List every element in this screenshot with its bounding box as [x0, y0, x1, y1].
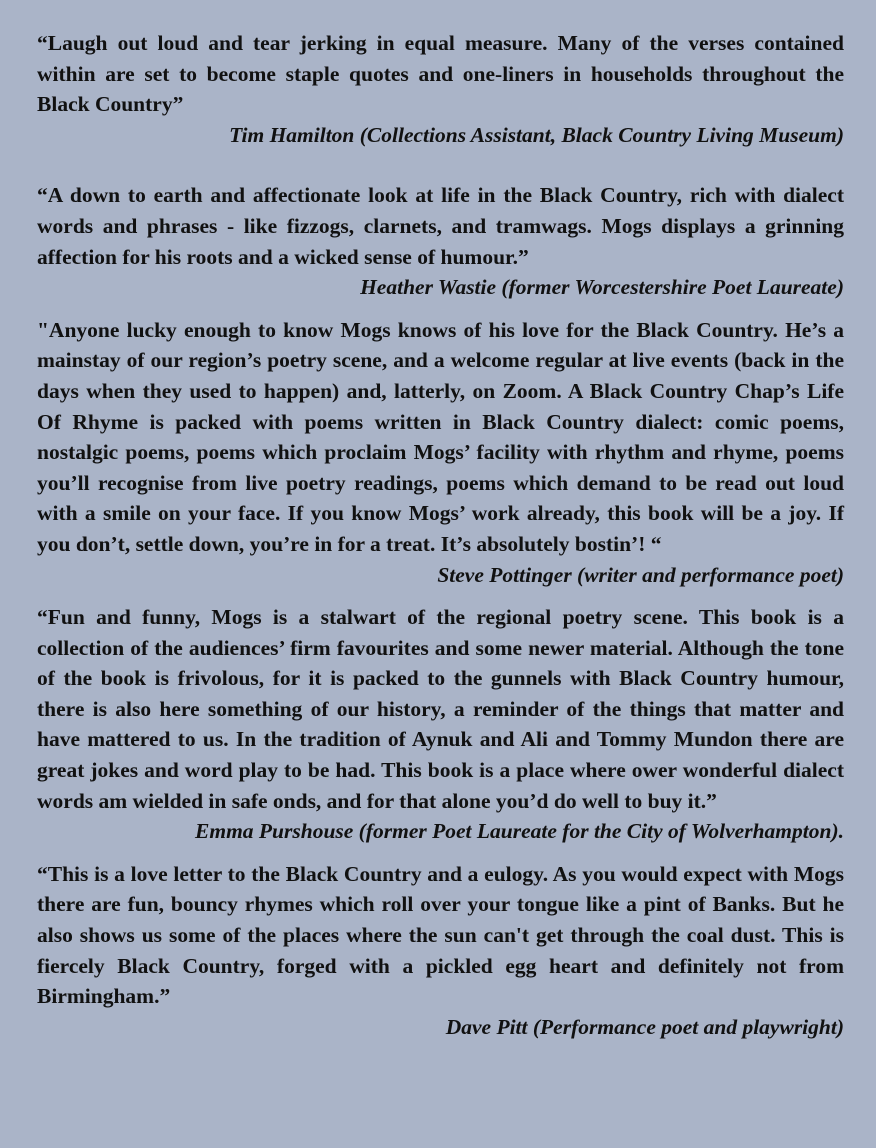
- review-emma-purshouse: [37, 602, 844, 847]
- review-quote: “This is a love letter to the Black Country and a eulogy. As you would expect with Mogs there are fun, bouncy rhymes which roll over your tongue like a pint of Banks. But he also shows us some of the places where the sun can't get through the coal dust. This is fiercely Black Country, forged with a pickled egg heart and definitely not from Birmingham.”: [37, 861, 844, 1009]
- spacer: [37, 847, 844, 859]
- review-attribution: Dave Pitt (Performance poet and playwright): [445, 1014, 844, 1039]
- review-attribution: Emma Purshouse (former Poet Laureate for the City of Wolverhampton).: [195, 819, 844, 844]
- review-tim-hamilton: [37, 28, 844, 150]
- review-attribution: Tim Hamilton (Collections Assistant, Black Country Living Museum): [229, 122, 844, 147]
- review-steve-pottinger: [37, 315, 844, 590]
- review-quote: “Laugh out loud and tear jerking in equal measure. Many of the verses contained within are set to become staple quotes and one-liners in households throughout the Black Country”: [37, 31, 844, 117]
- review-quote: "Anyone lucky enough to know Mogs knows of his love for the Black Country. He’s a mainstay of our region’s poetry scene, and a welcome regular at live events (back in the days when they used to happen) and, latterly, on Zoom. A Black Country Chap’s Life Of Rhyme is packed with poems written in Black Country dialect: comic poems, nostalgic poems, poems which proclaim Mogs’ facility with rhythm and rhyme, poems you’ll recognise from live poetry readings, poems which demand to be read out loud with a smile on your face. If you know Mogs’ work already, this book will be a joy. If you don’t, settle down, you’re in for a treat. It’s absolutely bostin’! “: [37, 317, 844, 556]
- review-attribution: Heather Wastie (former Worcestershire Poet Laureate): [360, 275, 844, 300]
- spacer: [37, 150, 844, 180]
- review-quote: “A down to earth and affectionate look at life in the Black Country, rich with dialect words and phrases - like fizzogs, clarnets, and tramwags. Mogs displays a grinning affection for his roots and a wicked sense of humour.”: [37, 183, 844, 269]
- spacer: [37, 303, 844, 315]
- review-heather-wastie: [37, 180, 844, 302]
- review-attribution: Steve Pottinger (writer and performance poet): [437, 562, 844, 587]
- spacer: [37, 590, 844, 602]
- review-dave-pitt: [37, 859, 844, 1043]
- review-quote: “Fun and funny, Mogs is a stalwart of the regional poetry scene. This book is a collection of the audiences’ firm favourites and some newer material. Although the tone of the book is frivolous, for it is packed to the gunnels with Black Country humour, there is also here something of our history, a reminder of the things that matter and have mattered to us. In the tradition of Aynuk and Ali and Tommy Mundon there are great jokes and word play to be had. This book is a place where ower wonderful dialect words am wielded in safe onds, and for that alone you’d do well to buy it.”: [37, 605, 844, 813]
